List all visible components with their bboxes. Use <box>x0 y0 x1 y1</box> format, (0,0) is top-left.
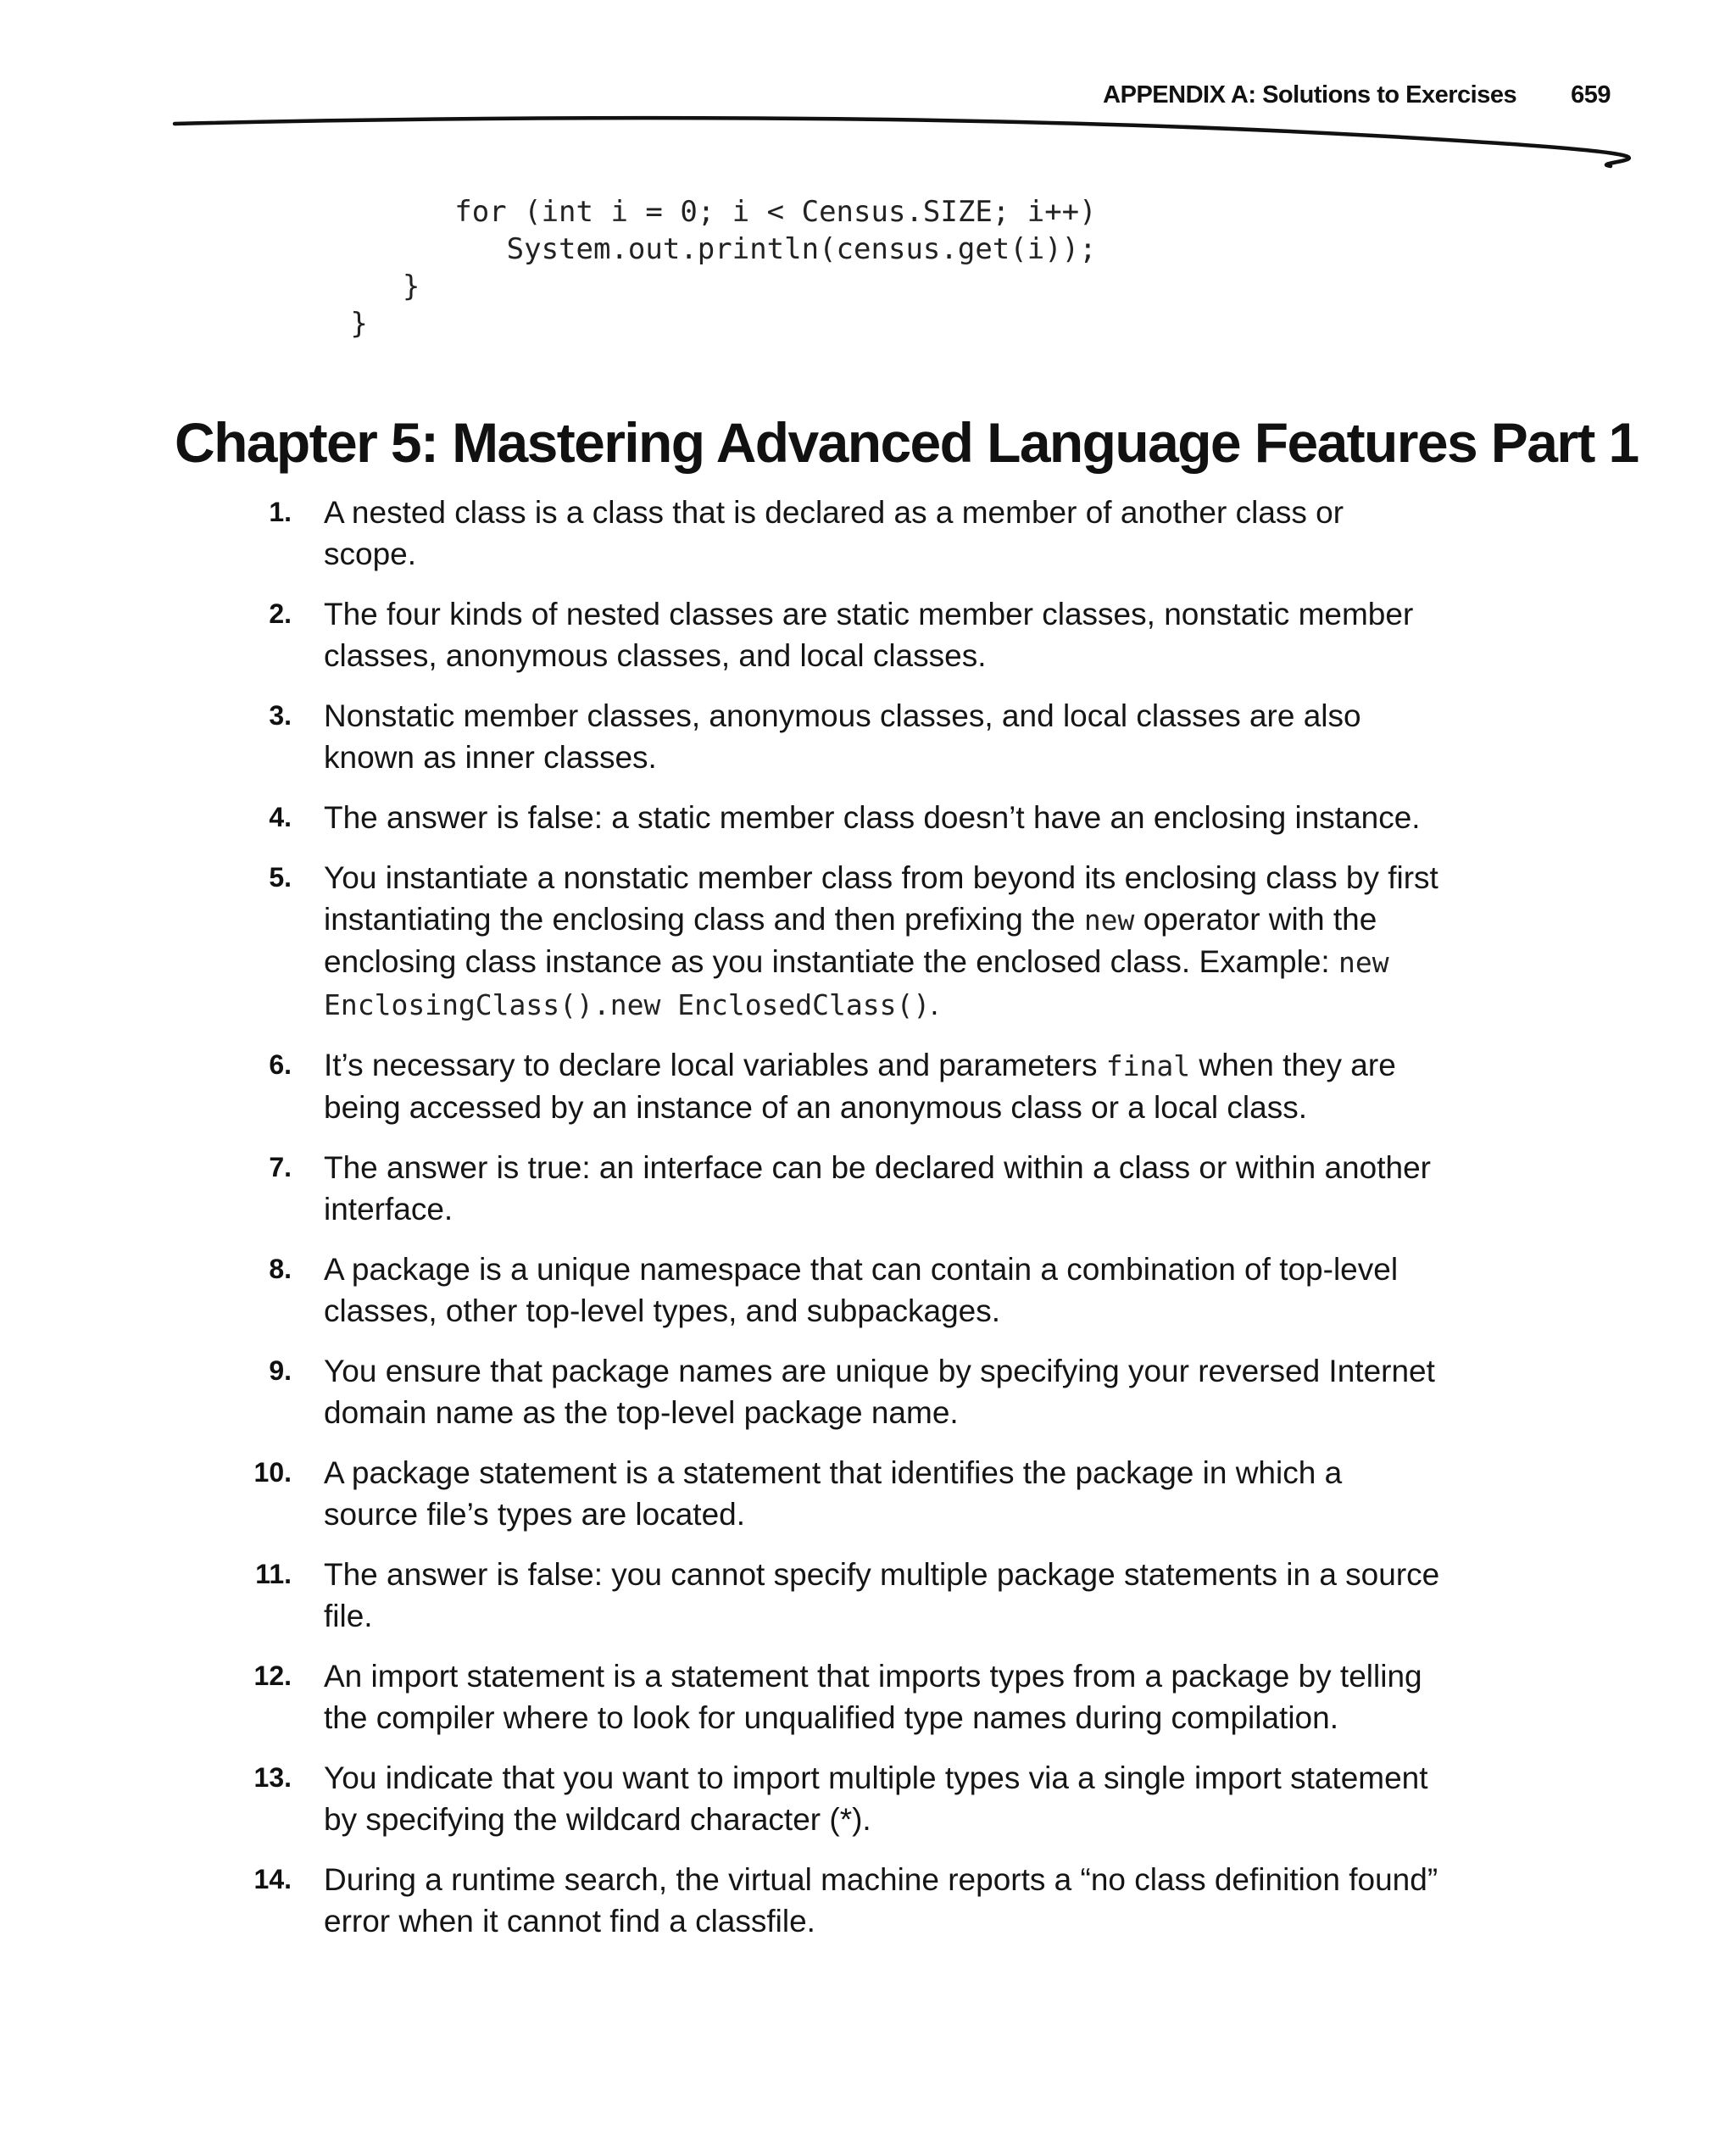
answer-text: During a runtime search, the virtual machine reports a “no class definition found” error when it cannot find a classfile. <box>324 1862 1438 1939</box>
answer-text: An import statement is a statement that imports types from a package by telling the compiler where to look for unqualified type names during compilation. <box>324 1659 1422 1735</box>
answer-number: 4. <box>269 802 292 832</box>
answer-item <box>220 1249 1441 1332</box>
code-line: for (int i = 0; i < Census.SIZE; i++) <box>298 195 1097 229</box>
answer-text: The answer is false: a static member class doesn’t have an enclosing instance. <box>324 800 1421 835</box>
answer-item <box>220 1452 1441 1535</box>
answer-text-part: It’s necessary to declare local variables and parameters <box>324 1048 1106 1082</box>
answer-text-part: . <box>930 987 939 1021</box>
running-header <box>1103 81 1611 109</box>
answer-item <box>220 492 1441 575</box>
answer-text: The four kinds of nested classes are static member classes, nonstatic member classes, anonymous classes, and local classes. <box>324 597 1414 673</box>
inline-code: final <box>1105 1049 1191 1082</box>
inline-code: new EnclosingClass().new EnclosedClass() <box>324 946 1389 1021</box>
answer-text-part: when they are being accessed by an instance of an anonymous class or a local class. <box>324 1048 1396 1125</box>
answer-number: 5. <box>269 862 292 893</box>
answer-item <box>220 1757 1441 1840</box>
answer-text <box>324 860 1438 1021</box>
page-number: 659 <box>1571 81 1611 108</box>
answer-list <box>220 492 1441 1961</box>
answer-number: 7. <box>269 1152 292 1182</box>
chapter-title: Chapter 5: Mastering Advanced Language Features Part 1 <box>175 411 1639 474</box>
code-line: } <box>298 270 420 303</box>
code-line: } <box>298 307 368 341</box>
answer-number: 8. <box>269 1254 292 1284</box>
code-line: System.out.println(census.get(i)); <box>298 232 1097 266</box>
answer-text: Nonstatic member classes, anonymous classes, and local classes are also known as inner classes. <box>324 698 1361 775</box>
answer-item <box>220 695 1441 778</box>
answer-number: 12. <box>253 1660 292 1691</box>
answer-number: 11. <box>255 1559 292 1589</box>
header-rule-line <box>175 118 1629 166</box>
answer-number: 10. <box>253 1457 292 1488</box>
answer-item <box>220 1859 1441 1942</box>
answer-item <box>220 797 1441 838</box>
answer-text: The answer is true: an interface can be declared within a class or within another interface. <box>324 1150 1431 1227</box>
running-header-title: APPENDIX A: Solutions to Exercises <box>1103 81 1517 108</box>
answer-text-part: You instantiate a nonstatic member class from beyond its enclosing class by first instantiating the enclosing class and then prefixing the <box>324 860 1438 937</box>
answer-item <box>220 593 1441 676</box>
answer-item <box>220 1147 1441 1230</box>
answer-text: You indicate that you want to import multiple types via a single import statement by specifying the wildcard character (*). <box>324 1761 1428 1837</box>
answer-number: 13. <box>253 1762 292 1793</box>
answer-number: 1. <box>269 497 292 527</box>
answer-number: 9. <box>269 1355 292 1386</box>
answer-text: The answer is false: you cannot specify multiple package statements in a source file. <box>324 1557 1440 1633</box>
answer-item <box>220 857 1441 1026</box>
answer-text: A package is a unique namespace that can contain a combination of top-level classes, other top-level types, and subpackages. <box>324 1252 1399 1328</box>
answer-number: 2. <box>269 598 292 629</box>
code-listing <box>298 193 1097 342</box>
answer-text: A nested class is a class that is declared as a member of another class or scope. <box>324 495 1344 571</box>
answer-number: 6. <box>269 1049 292 1080</box>
answer-item <box>220 1044 1441 1128</box>
answer-text-part: operator with the enclosing class instance as you instantiate the enclosed class. Example: <box>324 902 1377 979</box>
answer-number: 3. <box>269 700 292 731</box>
answer-item <box>220 1655 1441 1738</box>
answer-item <box>220 1350 1441 1433</box>
answer-text <box>324 1048 1396 1125</box>
answer-number: 14. <box>253 1864 292 1894</box>
answer-text: A package statement is a statement that identifies the package in which a source file’s types are located. <box>324 1455 1343 1532</box>
inline-code: new <box>1083 904 1135 937</box>
answer-item <box>220 1554 1441 1637</box>
answer-text: You ensure that package names are unique by specifying your reversed Internet domain name as the top-level package name. <box>324 1354 1435 1430</box>
